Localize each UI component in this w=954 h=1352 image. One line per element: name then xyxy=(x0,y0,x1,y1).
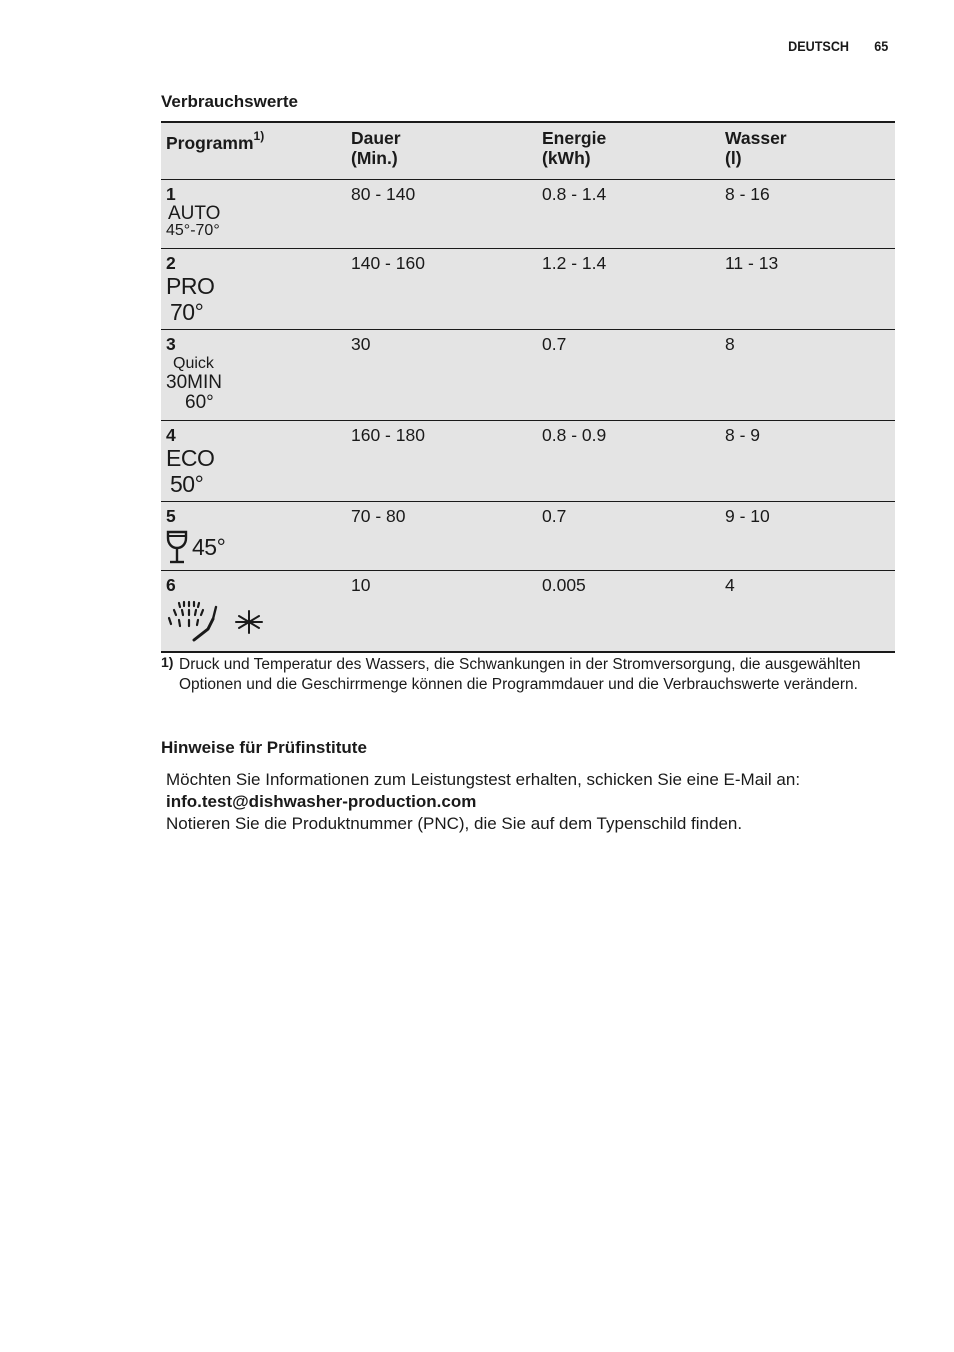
energy-cell xyxy=(537,330,720,421)
program-symbol-temp: 70° xyxy=(170,299,204,325)
page-header xyxy=(788,38,888,54)
header-program xyxy=(161,122,346,180)
program-number: 1 xyxy=(166,184,176,204)
header-water-line2: (l) xyxy=(725,148,742,168)
footnote-mark: 1) xyxy=(161,654,174,670)
header-water-line1: Wasser xyxy=(725,128,787,148)
program-cell xyxy=(161,571,346,653)
program-symbol-pro: PRO xyxy=(166,273,215,299)
duration-cell xyxy=(346,330,537,421)
program-symbol-quick: Quick xyxy=(173,355,214,372)
program-number: 3 xyxy=(166,334,176,354)
duration-cell xyxy=(346,502,537,571)
program-symbol-temp: 50° xyxy=(170,471,204,497)
program-cell xyxy=(161,502,346,571)
program-symbol-rinse xyxy=(166,599,341,645)
energy-value: 0.8 - 1.4 xyxy=(542,184,607,204)
table-row xyxy=(161,571,895,653)
duration-cell xyxy=(346,180,537,249)
wine-glass-icon xyxy=(166,530,188,564)
section-title-consumption: Verbrauchswerte xyxy=(161,92,299,111)
section-title-test-institutes: Hinweise für Prüfinstitute xyxy=(161,738,367,757)
footnote-text: Druck und Temperatur des Wassers, die Schwankungen in der Stromversorgung, die ausgewählten Optionen und die Geschirrmenge können die Programmdauer und die Verbrauchswerte verändern. xyxy=(179,656,861,693)
duration-value: 160 - 180 xyxy=(351,425,425,445)
program-symbol-temp: 60° xyxy=(185,392,214,413)
energy-cell xyxy=(537,502,720,571)
header-language: DEUTSCH xyxy=(787,38,849,54)
duration-value: 70 - 80 xyxy=(351,506,406,526)
water-value: 8 - 9 xyxy=(725,425,761,445)
header-program-label: Programm xyxy=(166,132,254,153)
program-cell xyxy=(161,421,346,502)
water-value: 8 - 16 xyxy=(725,184,770,204)
water-cell xyxy=(720,249,895,330)
energy-value: 0.7 xyxy=(542,506,567,526)
test-institutes-notes xyxy=(166,769,886,835)
program-number: 5 xyxy=(166,506,176,526)
header-energy-line1: Energie xyxy=(542,128,607,148)
duration-value: 80 - 140 xyxy=(351,184,416,204)
header-duration xyxy=(346,122,537,180)
table-footnote xyxy=(161,655,881,695)
table-header-row xyxy=(161,122,895,180)
snowflake-icon xyxy=(234,608,264,636)
duration-cell xyxy=(346,571,537,653)
duration-cell xyxy=(346,249,537,330)
table-row xyxy=(161,330,895,421)
notes-line-2: Notieren Sie die Produktnummer (PNC), die Sie auf dem Typenschild finden. xyxy=(166,814,743,833)
consumption-table xyxy=(161,121,895,653)
page-number: 65 xyxy=(873,38,888,54)
header-energy xyxy=(537,122,720,180)
program-number: 6 xyxy=(166,575,176,595)
contact-email: info.test@dishwasher-production.com xyxy=(166,792,477,811)
water-cell xyxy=(720,502,895,571)
duration-value: 30 xyxy=(351,334,371,354)
water-cell xyxy=(720,571,895,653)
program-cell xyxy=(161,180,346,249)
duration-value: 140 - 160 xyxy=(351,253,425,273)
program-number: 2 xyxy=(166,253,176,273)
program-symbol-glass xyxy=(166,530,341,564)
energy-cell xyxy=(537,571,720,653)
header-program-footnote: 1) xyxy=(253,129,265,143)
notes-line-1: Möchten Sie Informationen zum Leistungstest erhalten, schicken Sie eine E-Mail an: xyxy=(166,770,801,789)
rinse-spray-icon xyxy=(166,599,230,645)
table-row xyxy=(161,180,895,249)
water-value: 4 xyxy=(725,575,735,595)
table-row xyxy=(161,421,895,502)
water-cell xyxy=(720,330,895,421)
program-number: 4 xyxy=(166,425,176,445)
program-symbol-temp: 45°-70° xyxy=(166,222,220,239)
header-energy-line2: (kWh) xyxy=(542,148,591,168)
energy-value: 0.8 - 0.9 xyxy=(542,425,607,445)
duration-value: 10 xyxy=(351,575,371,595)
table-row xyxy=(161,502,895,571)
energy-value: 1.2 - 1.4 xyxy=(542,253,607,273)
energy-cell xyxy=(537,180,720,249)
program-symbol-eco: ECO xyxy=(166,445,215,471)
water-cell xyxy=(720,421,895,502)
table-row xyxy=(161,249,895,330)
energy-cell xyxy=(537,249,720,330)
water-value: 8 xyxy=(725,334,735,354)
program-symbol-auto: AUTO xyxy=(168,203,221,224)
program-symbol-temp: 45° xyxy=(192,533,226,560)
energy-value: 0.005 xyxy=(542,575,586,595)
program-cell xyxy=(161,330,346,421)
water-value: 9 - 10 xyxy=(725,506,770,526)
water-value: 11 - 13 xyxy=(725,253,779,273)
header-duration-line1: Dauer xyxy=(351,128,401,148)
energy-cell xyxy=(537,421,720,502)
program-symbol-30min: 30MIN xyxy=(166,372,222,393)
header-water xyxy=(720,122,895,180)
header-duration-line2: (Min.) xyxy=(351,148,398,168)
duration-cell xyxy=(346,421,537,502)
water-cell xyxy=(720,180,895,249)
energy-value: 0.7 xyxy=(542,334,567,354)
program-cell xyxy=(161,249,346,330)
